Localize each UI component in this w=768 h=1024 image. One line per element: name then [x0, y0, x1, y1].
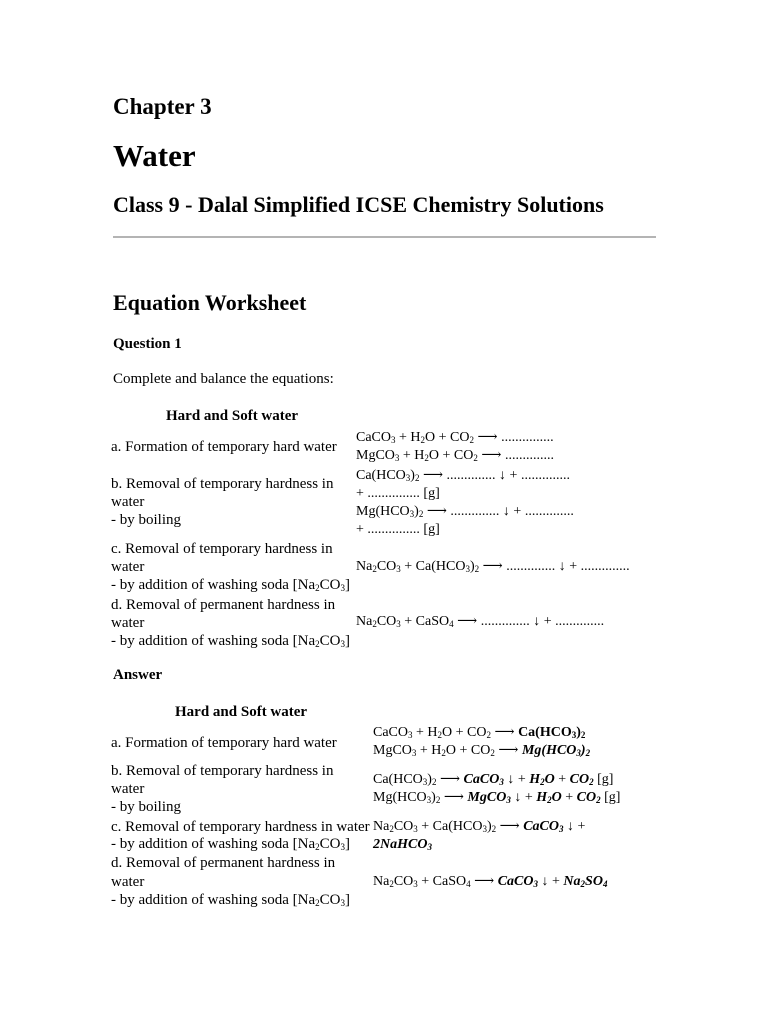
blank: ...............	[501, 430, 554, 445]
blank: ..............	[555, 614, 605, 629]
gas-tag: [g]	[604, 790, 621, 805]
product-calcium-carbonate: CaCO	[523, 819, 559, 834]
answer-row-c-description-2: - by addition of washing soda $[Na_2CO_3]$	[111, 836, 350, 852]
blank: ..............	[480, 614, 530, 629]
gas-tag: [g]	[423, 522, 440, 537]
blank: ..............	[450, 504, 500, 519]
gas-tag: [g]	[423, 486, 440, 501]
blank: ..............	[580, 559, 630, 574]
question-row-b-description-1: b. Removal of temporary hardness in	[111, 476, 334, 492]
answer-row-b-equation-1: $Ca(HCO_3)_2$ ⟶ CaCO$_3$ ↓ + $H_2O + CO_2$ [g]	[373, 772, 614, 787]
answer-row-c-description-1: c. Removal of temporary hardness in water	[111, 819, 370, 835]
answer-row-b-description-2: water	[111, 781, 145, 797]
blank: ...............	[367, 486, 420, 501]
horizontal-rule	[113, 236, 656, 238]
question-row-b-equation-1b: + ............... [g]	[356, 486, 440, 501]
question-prompt: Complete and balance the equations:	[113, 371, 334, 387]
question-row-b-equation-2a: $Mg(HCO_3)_2$ ⟶ .............. ↓ + ..............	[356, 504, 574, 519]
page-subtitle: Class 9 - Dalal Simplified ICSE Chemistry Solutions	[113, 192, 604, 217]
answer-row-b-description-1: b. Removal of temporary hardness in	[111, 763, 334, 779]
washing-soda-text: - by addition of washing soda [Na	[111, 836, 316, 852]
answer-row-c-equation-1: $Na_2CO_3 + Ca(HCO_3)_2$ ⟶ CaCO$_3$ ↓ +	[373, 819, 586, 834]
question-row-d-description-2: water	[111, 615, 145, 631]
washing-soda-text: - by addition of washing soda [Na	[111, 633, 316, 649]
answer-table-heading: Hard and Soft water	[175, 704, 308, 720]
answer-label: Answer	[113, 667, 163, 683]
answer-row-a-equation-1: CaCO$_3$ + $H_2O + CO_2$ ⟶ $Ca(HCO_3)_2$	[373, 725, 586, 740]
blank: ..............	[504, 448, 554, 463]
product-ca-bicarbonate: Ca(HCO	[518, 725, 572, 740]
answer-row-b-equation-2: $Mg(HCO_3)_2$ ⟶ MgCO$_3$ ↓ + $H_2O + CO_2$ [g]	[373, 790, 621, 805]
question-row-b-description-3: - by boiling	[111, 512, 181, 528]
question-row-d-description-3: - by addition of washing soda $[Na_2CO_3]$	[111, 633, 350, 649]
product-sodium-bicarbonate: 2NaHCO	[373, 837, 428, 852]
page-title: Water	[113, 138, 196, 173]
question-row-d-description-1: d. Removal of permanent hardness in	[111, 597, 336, 613]
question-row-c-description-1: c. Removal of temporary hardness in	[111, 541, 333, 557]
gas-tag: [g]	[597, 772, 614, 787]
chapter-label: Chapter 3	[113, 94, 212, 119]
product-calcium-carbonate: CaCO	[463, 772, 500, 787]
product-magnesium-carbonate: MgCO	[467, 790, 507, 805]
product-carbon-dioxide: CO	[576, 790, 597, 805]
blank: ..............	[520, 468, 570, 483]
product-water: H	[529, 772, 541, 787]
blank: ..............	[506, 559, 556, 574]
question-label: Question 1	[113, 336, 182, 352]
product-calcium-carbonate: CaCO	[497, 874, 534, 889]
answer-row-d-equation: $Na_2CO_3$ + CaSO$_4$ ⟶ CaCO$_3$ ↓ + $Na_2SO_4$	[373, 874, 608, 889]
answer-row-a-description: a. Formation of temporary hard water	[111, 735, 337, 751]
question-row-a-description: a. Formation of temporary hard water	[111, 439, 337, 455]
question-row-b-equation-1a: $Ca(HCO_3)_2$ ⟶ .............. ↓ + ..............	[356, 468, 570, 483]
question-row-c-description-2: water	[111, 559, 145, 575]
question-table-heading: Hard and Soft water	[166, 408, 299, 424]
answer-row-d-description-2: water	[111, 874, 145, 890]
blank: ..............	[446, 468, 496, 483]
question-row-d-equation: $Na_2CO_3$ + CaSO$_4$ ⟶ .............. ↓ + ..............	[356, 614, 605, 629]
answer-row-b-description-3: - by boiling	[111, 799, 181, 815]
question-row-c-description-3: - by addition of washing soda $[Na_2CO_3]$	[111, 577, 350, 593]
answer-row-a-equation-2: MgCO$_3$ + $H_2O + CO_2$ ⟶ $Mg(HCO_3)_2$	[373, 743, 591, 758]
blank: ...............	[367, 522, 420, 537]
answer-row-d-description-1: d. Removal of permanent hardness in	[111, 855, 336, 871]
section-title: Equation Worksheet	[113, 290, 307, 315]
question-row-b-equation-2b: + ............... [g]	[356, 522, 440, 537]
answer-row-c-equation-2: 2NaHCO$_3$	[373, 837, 432, 852]
washing-soda-text: - by addition of washing soda [Na	[111, 577, 316, 593]
question-row-a-equation-2: MgCO$_3$ + $H_2O + CO_2$ ⟶ ..............	[356, 448, 554, 463]
product-mg-bicarbonate: Mg(HCO	[521, 743, 577, 758]
answer-row-d-description-3: - by addition of washing soda $[Na_2CO_3]$	[111, 892, 350, 908]
product-water: H	[536, 790, 548, 805]
question-row-c-equation: $Na_2CO_3 + Ca(HCO_3)_2$ ⟶ .............. ↓ + ..............	[356, 559, 630, 574]
product-carbon-dioxide: CO	[569, 772, 590, 787]
question-row-b-description-2: water	[111, 494, 145, 510]
blank: ..............	[524, 504, 574, 519]
product-sodium-sulphate: Na	[563, 874, 581, 889]
washing-soda-text: - by addition of washing soda [Na	[111, 892, 316, 908]
question-row-a-equation-1: CaCO$_3$ + $H_2O + CO_2$ ⟶ ...............	[356, 430, 554, 445]
